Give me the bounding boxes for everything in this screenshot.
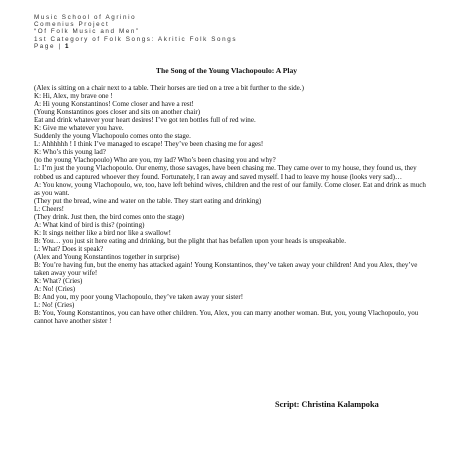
dialogue-line: L: No! (Cries): [34, 301, 75, 310]
dialogue-line: A: No! (Cries): [34, 285, 76, 294]
page-separator: |: [55, 42, 66, 50]
dialogue-line: (to the young Vlachopoulo) Who are you, my lad? Who’s been chasing you and why?: [34, 156, 276, 165]
dialogue-line: K: Who’s this young lad?: [34, 148, 106, 157]
page-number: 1: [65, 42, 69, 50]
page-label: Page: [34, 42, 56, 50]
page-indicator: [34, 43, 394, 50]
dialogue-line: L: Ahhhhhh ! I think I’ve managed to escape! They’ve been chasing me for ages!: [34, 140, 264, 149]
stage-direction: (They put the bread, wine and water on the table. They start eating and drinking): [34, 196, 262, 205]
header-theme: “Of Folk Music and Men”: [34, 28, 140, 36]
dialogue-line: B: You… you just sit here eating and drinking, but the plight that has befallen upon your heads is unspeakable.: [34, 236, 346, 245]
dialogue-line: A: Hi young Konstantinos! Come closer and have a rest!: [34, 100, 194, 109]
dialogue-line: L: What? Does it speak?: [34, 244, 104, 253]
dialogue-line: K: It sings neither like a bird nor like a swallow!: [34, 228, 171, 237]
dialogue-line: K: Hi, Alex, my brave one !: [34, 92, 113, 101]
header-project: Comenius Project: [34, 21, 110, 29]
header-school: Music School of Agrinio: [34, 14, 137, 21]
stage-direction: (Young Konstantinos goes closer and sits on another chair): [34, 108, 201, 117]
stage-direction: Suddenly the young Vlachopoulo comes onto the stage.: [34, 132, 191, 141]
stage-direction: (They drink. Just then, the bird comes onto the stage): [34, 212, 185, 221]
dialogue-line: A: You know, young Vlachopoulo, we, too, have left behind wives, children and the rest of our family. Come closer. Eat and drink as much as you want.: [34, 180, 426, 197]
document-header: [34, 14, 394, 50]
script-credit: Script: Christina Kalampoka: [275, 400, 379, 409]
dialogue-line: Eat and drink whatever your heart desires! I’ve got ten bottles full of red wine.: [34, 116, 256, 125]
dialogue-line: B: You’re having fun, but the enemy has attacked again! Young Konstantinos, they’ve taken away your children! And you Alex, they’ve taken away your wife!: [34, 261, 418, 278]
dialogue-line: K: Give me whatever you have.: [34, 124, 124, 133]
dialogue-line: B: And you, my poor young Vlachopoulo, they’ve taken away your sister!: [34, 293, 244, 302]
header-category: 1st Category of Folk Songs: Akritic Folk Songs: [34, 35, 238, 43]
stage-direction: (Alex and Young Konstantinos together in surprise): [34, 252, 180, 261]
dialogue-line: K: What? (Cries): [34, 277, 83, 286]
dialogue-line: B: You, Young Konstantinos, you can have other children. You, Alex, you can marry another woman. But, you, young Vlachopoulo, you cannot have another sister !: [34, 309, 419, 326]
dialogue-line: A: What kind of bird is this? (pointing): [34, 220, 145, 229]
dialogue-line: L: Cheers!: [34, 204, 64, 213]
stage-direction: (Alex is sitting on a chair next to a table. Their horses are tied on a tree a bit further to the side.): [34, 84, 304, 92]
play-text: [34, 84, 426, 325]
dialogue-line: L: I’m just the young Vlachopoulo. Our enemy, those savages, have been chasing me. They came over to my house, they found us, they robbed us and captured whoever they found. Fortunately, I ran away and saved myself. I had to leave my house (looks very sad)…: [34, 164, 417, 181]
play-title: The Song of the Young Vlachopoulo: A Play: [155, 66, 298, 75]
